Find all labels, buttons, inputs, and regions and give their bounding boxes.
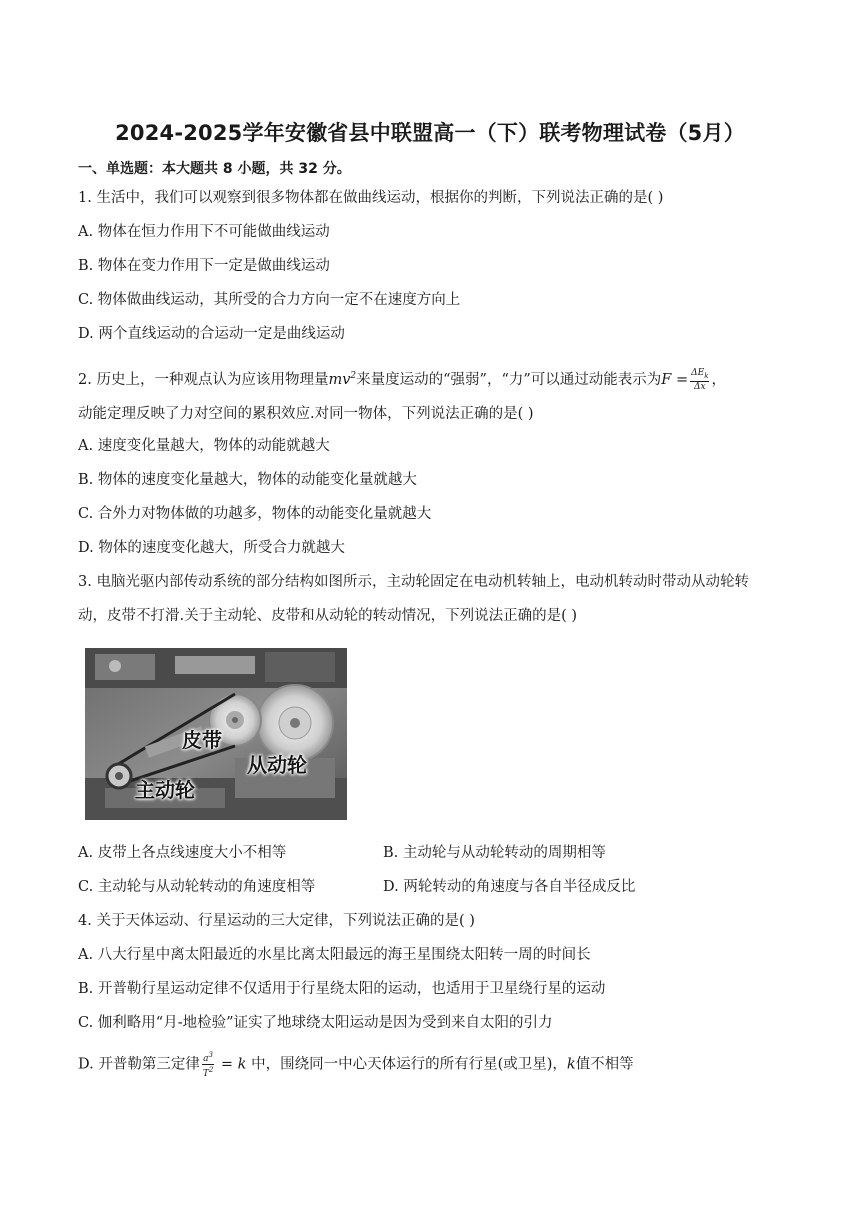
q3-option-b: B. 主动轮与从动轮转动的周期相等 bbox=[383, 845, 606, 861]
q4-option-d-k: k bbox=[566, 1056, 576, 1073]
q4-option-b: B. 开普勒行星运动定律不仅适用于行星绕太阳的运动，也适用于卫星绕行星的运动 bbox=[78, 981, 606, 997]
q2-stem bbox=[78, 366, 726, 392]
drive-mechanism-photo bbox=[85, 648, 347, 820]
q3-option-c: C. 主动轮与从动轮转动的角速度相等 bbox=[78, 879, 316, 895]
q2-option-b: B. 物体的速度变化量越大，物体的动能变化量就越大 bbox=[78, 472, 417, 488]
section-heading: 一、单选题：本大题共 8 小题，共 32 分。 bbox=[78, 161, 351, 177]
q2-formula-mv2: $mv^2$ bbox=[328, 371, 357, 388]
page-title: 2024-2025学年安徽省县中联盟高一（下）联考物理试卷（5月） bbox=[115, 121, 745, 145]
q3-stem-line2: 动，皮带不打滑.关于主动轮、皮带和从动轮的转动情况，下列说法正确的是( ) bbox=[78, 608, 578, 624]
q4-option-a: A. 八大行星中离太阳最近的水星比离太阳最远的海王星围绕太阳转一周的时间长 bbox=[78, 947, 591, 963]
q2-stem-line2: 动能定理反映了力对空间的累积效应.对同一物体，下列说法正确的是( ) bbox=[78, 406, 534, 422]
q2-option-c: C. 合外力对物体做的功越多，物体的动能变化量就越大 bbox=[78, 506, 432, 522]
q2-option-d: D. 物体的速度变化越大，所受合力就越大 bbox=[78, 540, 345, 556]
q1-option-a: A. 物体在恒力作用下不可能做曲线运动 bbox=[78, 224, 330, 240]
q2-formula-fraction: $\frac{\Delta E_k}{\Delta x}$ bbox=[691, 367, 709, 392]
q4-option-d-mid: 中，围绕同一中心天体运行的所有行星(或卫星)， bbox=[251, 1056, 567, 1073]
q4-option-d bbox=[78, 1050, 634, 1079]
q1-option-c: C. 物体做曲线运动，其所受的合力方向一定不在速度方向上 bbox=[78, 292, 461, 308]
q1-option-d: D. 两个直线运动的合运动一定是曲线运动 bbox=[78, 326, 345, 342]
q3-stem: 3. 电脑光驱内部传动系统的部分结构如图所示，主动轮固定在电动机转轴上，电动机转动时带动从动轮转 bbox=[78, 574, 749, 590]
q1-stem: 1. 生活中，我们可以观察到很多物体都在做曲线运动，根据你的判断，下列说法正确的是( ) bbox=[78, 190, 664, 206]
label-driver-wheel: 主动轮 bbox=[135, 778, 195, 802]
q4-option-c: C. 伽利略用“月-地检验”证实了地球绕太阳运动是因为受到来自太阳的引力 bbox=[78, 1015, 553, 1031]
q2-option-a: A. 速度变化量越大，物体的动能就越大 bbox=[78, 438, 330, 454]
label-belt: 皮带 bbox=[182, 728, 222, 752]
q4-formula-k: = k bbox=[216, 1056, 252, 1073]
q4-stem: 4. 关于天体运动、行星运动的三大定律，下列说法正确的是( ) bbox=[78, 913, 475, 929]
q4-option-d-pre: D. 开普勒第三定律 bbox=[78, 1056, 200, 1073]
q3-option-a: A. 皮带上各点线速度大小不相等 bbox=[78, 845, 287, 861]
q2-stem-mid: 来量度运动的“强弱”，“力”可以通过动能表示为 bbox=[356, 371, 662, 388]
q4-option-d-end: 值不相等 bbox=[575, 1056, 634, 1073]
q2-stem-pre: 2. 历史上，一种观点认为应该用物理量 bbox=[78, 371, 329, 388]
q2-stem-end: ， bbox=[711, 371, 726, 388]
q1-option-b: B. 物体在变力作用下一定是做曲线运动 bbox=[78, 258, 330, 274]
label-driven-wheel: 从动轮 bbox=[247, 753, 307, 777]
q2-formula-force: F = bbox=[661, 371, 689, 388]
q3-option-d: D. 两轮转动的角速度与各自半径成反比 bbox=[383, 879, 636, 895]
q4-formula-fraction: $\frac{a^3}{T^2}$ bbox=[202, 1051, 214, 1079]
